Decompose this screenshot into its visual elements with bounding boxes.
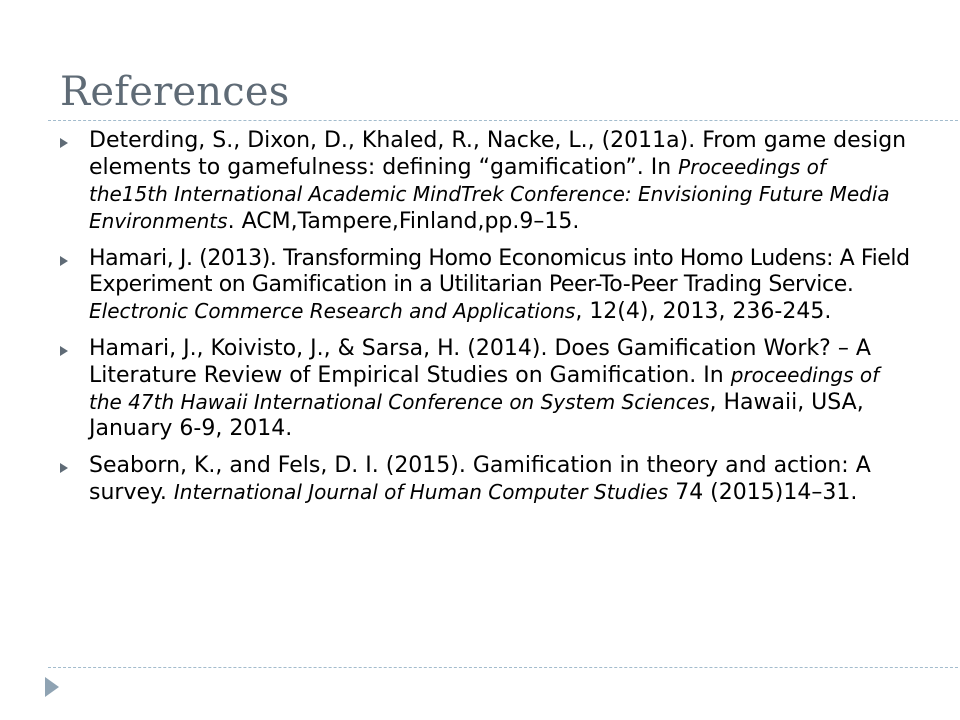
slide-title: References	[60, 69, 290, 115]
reference-list	[60, 128, 910, 517]
reference-item	[60, 246, 910, 325]
triangle-right-icon	[60, 138, 68, 148]
reference-venue: Proceedings of the15th International Academic MindTrek Conference: Envisioning Future Media Environments	[89, 155, 890, 233]
reference-text: Hamari, J., Koivisto, J., & Sarsa, H. (2014). Does Gamification Work? – A Literature Review of Empirical Studies on Gamification. In	[89, 336, 871, 388]
reference-text: Hamari, J. (2013). Transforming Homo Economicus into Homo Ludens: A Field Experiment on Gamification in a Utilitarian Peer-To-Peer Trading Service.	[89, 246, 910, 297]
triangle-right-icon	[44, 676, 60, 698]
reference-item	[60, 453, 910, 506]
reference-venue: Electronic Commerce Research and Applications	[89, 299, 576, 323]
triangle-right-icon	[60, 256, 68, 266]
reference-text: Seaborn, K., and Fels, D. I. (2015). Gamification in theory and action: A survey.	[89, 453, 871, 505]
reference-item	[60, 336, 910, 442]
reference-details: . ACM,Tampere,Finland,pp.9–15.	[227, 209, 580, 234]
reference-details: , 12(4), 2013, 236-245.	[575, 299, 832, 324]
triangle-right-icon	[60, 463, 68, 473]
reference-details: , Hawaii, USA, January 6-9, 2014.	[89, 390, 864, 441]
title-divider	[48, 120, 960, 121]
reference-venue: International Journal of Human Computer Studies	[173, 480, 669, 504]
reference-venue: proceedings of the 47th Hawaii International Conference on System Sciences	[89, 363, 880, 414]
reference-details: 74 (2015)14–31.	[668, 480, 858, 505]
reference-text: Deterding, S., Dixon, D., Khaled, R., Nacke, L., (2011a). From game design elements to gamefulness: defining “gamification”. In	[89, 128, 907, 180]
triangle-right-icon	[60, 346, 68, 356]
footer-divider	[48, 667, 960, 668]
reference-item	[60, 128, 910, 235]
